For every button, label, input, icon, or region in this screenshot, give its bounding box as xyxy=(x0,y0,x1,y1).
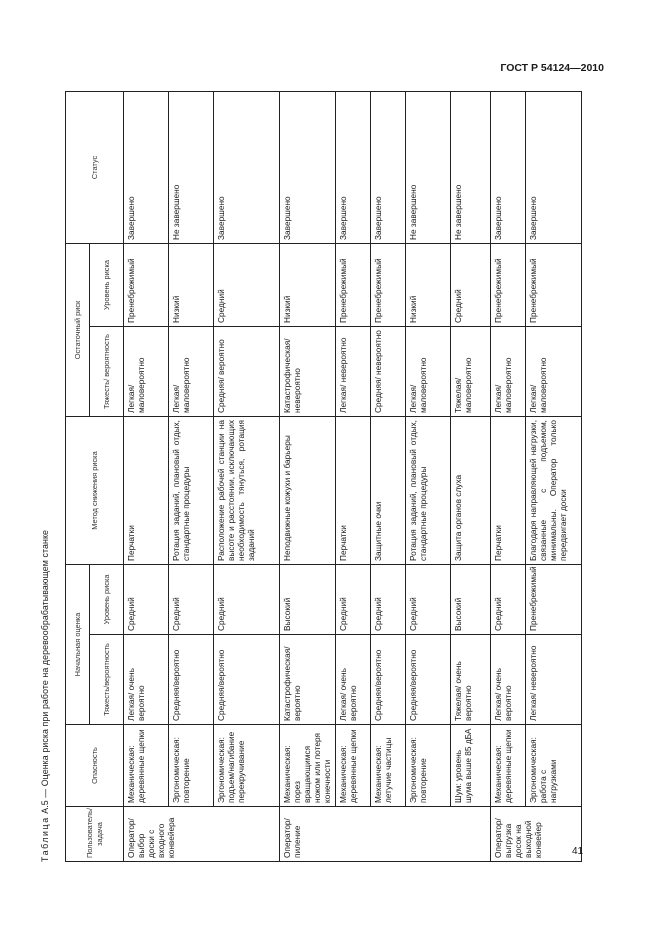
cell-residual-level: Низкий xyxy=(280,243,336,326)
cell-status: Завершено xyxy=(280,91,336,243)
cell-initial-level: Средний xyxy=(169,565,214,635)
header-initial-level: Уровень риска xyxy=(90,565,124,635)
cell-residual-severity: Средняя/ вероятно xyxy=(214,327,280,417)
cell-status: Не завершено xyxy=(169,91,214,243)
cell-status: Завершено xyxy=(124,91,169,243)
header-residual-severity: Тяжесть/ вероятность xyxy=(90,327,124,417)
page-number: 41 xyxy=(572,846,584,857)
cell-initial-level: Средний xyxy=(336,565,371,635)
table-row xyxy=(451,91,491,861)
cell-residual-level: Низкий xyxy=(169,243,214,326)
table-caption xyxy=(40,92,58,862)
cell-residual-level: Пренебрежимый xyxy=(336,243,371,326)
header-initial-severity: Тяжесть/вероятность xyxy=(90,635,124,725)
cell-method: Защитные очки xyxy=(371,417,406,565)
header-residual: Остаточный риск xyxy=(66,243,90,416)
cell-status: Завершено xyxy=(491,91,526,243)
cell-method: Перчатки xyxy=(124,417,169,565)
cell-user: Оператор/ пиление xyxy=(280,807,491,862)
table-row xyxy=(124,91,169,861)
cell-initial-level: Средний xyxy=(491,565,526,635)
header-hazard: Опасность xyxy=(66,725,124,807)
cell-residual-level: Пренебрежимый xyxy=(491,243,526,326)
cell-residual-severity: Легкая/ невероятно xyxy=(336,327,371,417)
cell-hazard: Механическая: летучие частицы xyxy=(371,725,406,807)
cell-initial-severity: Легкая/ очень вероятно xyxy=(491,635,526,725)
cell-method: Ротация заданий, плановый отдых, стандартные процедуры xyxy=(406,417,451,565)
cell-residual-level: Низкий xyxy=(406,243,451,326)
cell-initial-severity: Средняя/вероятно xyxy=(214,635,280,725)
table-row xyxy=(214,91,280,861)
cell-hazard: Эргономическая: работа с нагрузками xyxy=(526,725,582,807)
cell-residual-severity: Легкая/ маловероятно xyxy=(169,327,214,417)
header-initial: Начальная оценка xyxy=(66,565,90,725)
cell-status: Не завершено xyxy=(451,91,491,243)
cell-user: Оператор/ выбор доски с входного конвейера xyxy=(124,807,280,862)
cell-method: Расположение рабочей станции на высоте и расстоянии, исключающих необходимость тянуться, ротация заданий xyxy=(214,417,280,565)
cell-initial-severity: Легкая/ очень вероятно xyxy=(124,635,169,725)
table-row xyxy=(169,91,214,861)
cell-hazard: Механическая: деревянные щепки xyxy=(491,725,526,807)
cell-residual-level: Пренебрежимый xyxy=(526,243,582,326)
cell-residual-severity: Тяжелая/ маловероятно xyxy=(451,327,491,417)
header-user: Пользователь/ задача xyxy=(66,807,124,862)
cell-residual-severity: Легкая/ маловероятно xyxy=(526,327,582,417)
cell-initial-level: Средний xyxy=(406,565,451,635)
cell-hazard: Шум: уровень шума выше 85 дБА xyxy=(451,725,491,807)
cell-residual-level: Средний xyxy=(451,243,491,326)
cell-initial-level: Высокий xyxy=(451,565,491,635)
rotated-table-page xyxy=(40,92,588,862)
cell-initial-severity: Легкая/ очень вероятно xyxy=(336,635,371,725)
cell-initial-level: Средний xyxy=(124,565,169,635)
cell-initial-level: Средний xyxy=(371,565,406,635)
header-method: Метод снижения риска xyxy=(66,417,124,565)
cell-status: Завершено xyxy=(371,91,406,243)
cell-status: Не завершено xyxy=(406,91,451,243)
cell-residual-severity: Легкая/ маловероятно xyxy=(406,327,451,417)
cell-hazard: Эргономическая: повторение xyxy=(169,725,214,807)
cell-hazard: Эргономическая: повторение xyxy=(406,725,451,807)
cell-hazard: Механическая: порез вращающимся ножом или потеря конечности xyxy=(280,725,336,807)
cell-initial-level: Высокий xyxy=(280,565,336,635)
cell-hazard: Эргономическая: подъем/нагибание перекручивание xyxy=(214,725,280,807)
table-row xyxy=(491,91,526,861)
cell-hazard: Механическая: деревянные щепки xyxy=(336,725,371,807)
cell-method: Ротация заданий, плановый отдых, стандартные процедуры xyxy=(169,417,214,565)
cell-status: Завершено xyxy=(214,91,280,243)
cell-initial-level: Пренебрежимый xyxy=(526,565,582,635)
cell-initial-level: Средний xyxy=(214,565,280,635)
header-status: Статус xyxy=(66,91,124,243)
table-row xyxy=(406,91,451,861)
cell-user: Оператор/ выгрузка досок на выходной конвейер xyxy=(491,807,582,862)
cell-hazard: Механическая: деревянные щепки xyxy=(124,725,169,807)
cell-method: Благодаря направляющей нагрузки, связанные с подъемом, минимальны. Оператор только передвигает доски xyxy=(526,417,582,565)
table-row xyxy=(371,91,406,861)
cell-initial-severity: Легкая/ невероятно xyxy=(526,635,582,725)
cell-residual-severity: Легкая/ маловероятно xyxy=(124,327,169,417)
cell-status: Завершено xyxy=(526,91,582,243)
caption-prefix: Таблица xyxy=(40,816,50,862)
cell-residual-level: Пренебрежимый xyxy=(124,243,169,326)
cell-residual-level: Средний xyxy=(214,243,280,326)
cell-initial-severity: Средняя/вероятно xyxy=(169,635,214,725)
cell-residual-severity: Легкая/ маловероятно xyxy=(491,327,526,417)
risk-assessment-table xyxy=(65,91,582,862)
header-residual-level: Уровень риска xyxy=(90,243,124,326)
cell-residual-severity: Катастрофическая/ невероятно xyxy=(280,327,336,417)
cell-initial-severity: Катастрофическая/ вероятно xyxy=(280,635,336,725)
cell-status: Завершено xyxy=(336,91,371,243)
cell-residual-level: Пренебрежимый xyxy=(371,243,406,326)
table-row xyxy=(336,91,371,861)
table-row xyxy=(526,91,582,861)
cell-method: Перчатки xyxy=(491,417,526,565)
caption-title: А.5 — Оценка риска при работе на деревообрабатывающем станке xyxy=(40,529,50,817)
cell-residual-severity: Средняя/ невероятно xyxy=(371,327,406,417)
cell-method: Неподвижные кожухи и барьеры xyxy=(280,417,336,565)
cell-initial-severity: Средняя/вероятно xyxy=(406,635,451,725)
cell-initial-severity: Тяжелая/ очень вероятно xyxy=(451,635,491,725)
table-row xyxy=(280,91,336,861)
cell-method: Защита органов слуха xyxy=(451,417,491,565)
cell-initial-severity: Средняя/вероятно xyxy=(371,635,406,725)
standard-designation: ГОСТ Р 54124—2010 xyxy=(500,62,604,74)
cell-method: Перчатки xyxy=(336,417,371,565)
